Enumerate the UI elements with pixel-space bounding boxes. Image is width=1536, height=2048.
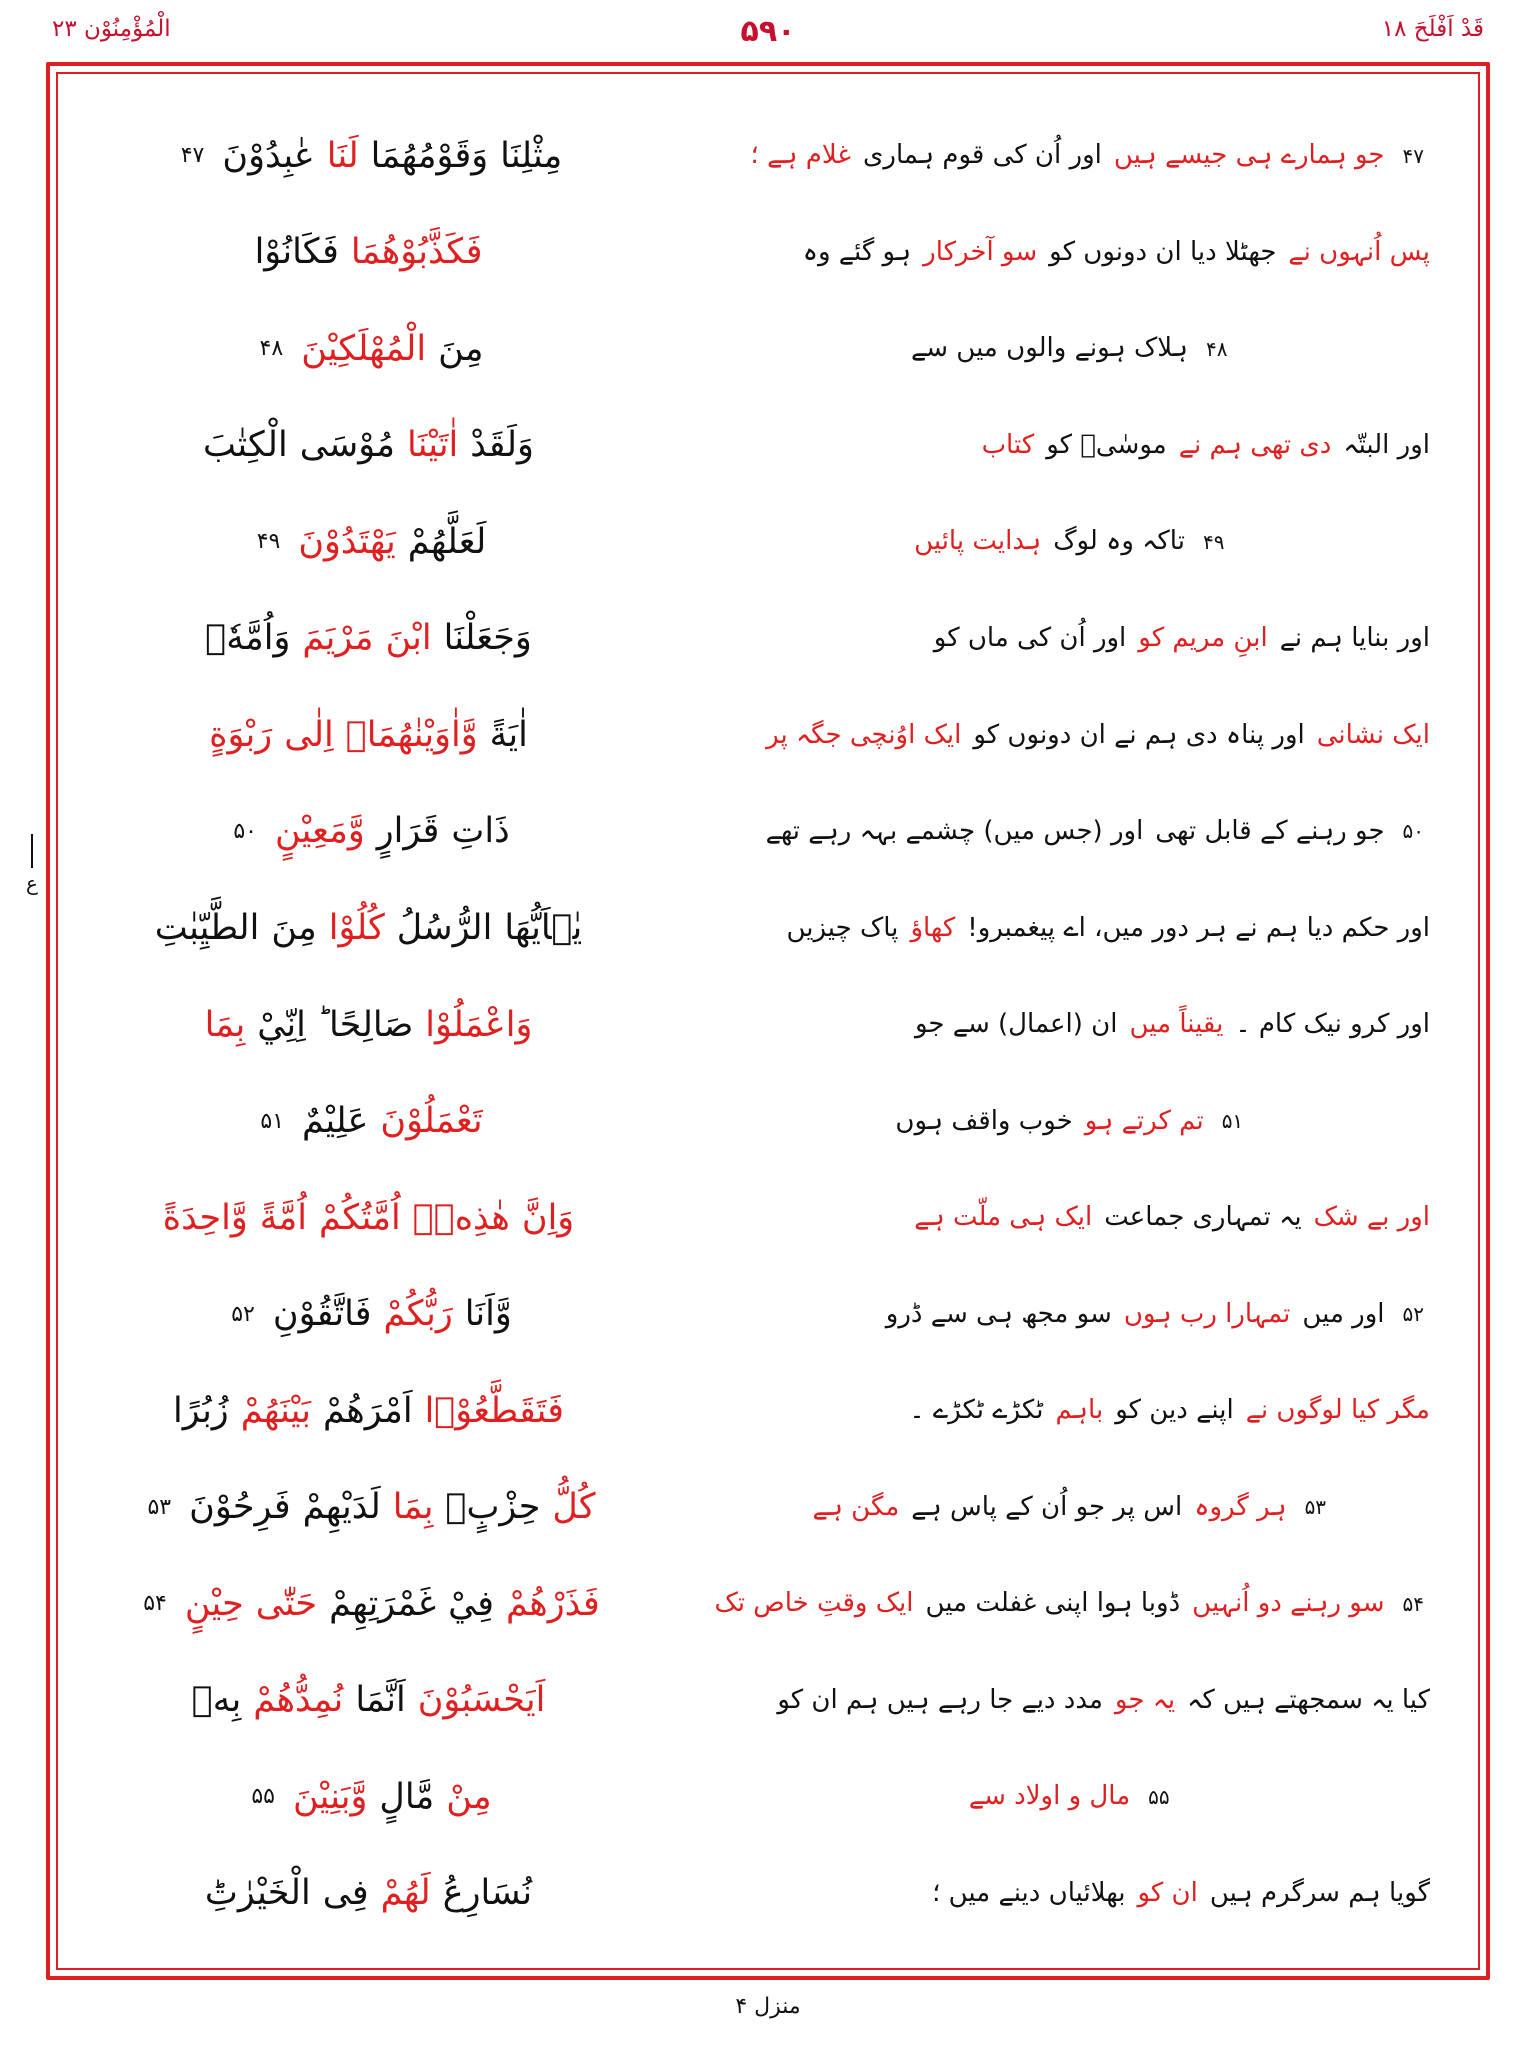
arabic-segment: يٰۤاَيُّهَا: [504, 908, 583, 949]
arabic-segment: اُمَّتُكُمْ: [319, 1197, 401, 1238]
urdu-segment: دی تھی ہم نے: [1178, 429, 1332, 460]
urdu-line: [709, 977, 1437, 1074]
urdu-line: [709, 1073, 1437, 1170]
urdu-segment: ٹکڑے ٹکڑے ۔: [909, 1395, 1044, 1426]
urdu-segment: ہر گروہ: [1194, 1491, 1287, 1522]
urdu-line: [709, 880, 1437, 977]
arabic-segment: حِيْنٍ: [184, 1583, 244, 1624]
ayah-number: ۴۸: [1206, 336, 1228, 361]
ayah-number: ۵۵: [251, 1784, 275, 1810]
arabic-line: [41, 398, 697, 495]
arabic-segment: نُسَارِعُ: [442, 1873, 533, 1914]
ayah-number: ۴۷: [1402, 143, 1424, 168]
arabic-line: [41, 1170, 697, 1267]
arabic-segment: فَتَقَطَّعُوْۤا: [424, 1390, 564, 1431]
ruku-marker-symbol: ع: [26, 871, 38, 895]
urdu-segment: کیا یہ سمجھتے ہیں کہ: [1187, 1684, 1430, 1715]
arabic-segment: وَاُمَّهٗۤ: [205, 618, 291, 659]
arabic-line: [41, 784, 697, 881]
arabic-segment: بِهٖ: [191, 1680, 242, 1721]
urdu-line: [709, 398, 1437, 495]
urdu-segment: تمہارا رب ہوں: [1123, 1298, 1291, 1329]
page-header: [0, 0, 1536, 62]
urdu-segment: اور بے شک: [1313, 1202, 1430, 1233]
urdu-line: [709, 205, 1437, 302]
urdu-segment: سو رہنے دو اُنہیں: [1192, 1588, 1385, 1619]
arabic-segment: وَلَقَدْ: [470, 425, 534, 466]
arabic-segment: لَنَا: [326, 135, 359, 176]
arabic-segment: الطَّيِّبٰتِ: [154, 908, 260, 949]
arabic-segment: وَقَوْمُهُمَا: [370, 135, 489, 176]
urdu-segment: ان کو: [1137, 1877, 1198, 1908]
urdu-segment: اور میں: [1302, 1298, 1385, 1329]
arabic-line: [41, 1749, 697, 1846]
urdu-segment: جو ہمارے ہی جیسے ہیں: [1113, 140, 1385, 171]
urdu-line: [709, 1556, 1437, 1653]
arabic-segment: مُوْسَى: [299, 425, 396, 466]
arabic-segment: فَاتَّقُوْنِ: [272, 1294, 372, 1335]
urdu-segment: بھلائیاں دینے میں ؛: [932, 1877, 1126, 1908]
ayah-number: ۴۷: [180, 143, 205, 169]
urdu-segment: جھٹلا دیا ان دونوں کو: [1049, 236, 1277, 267]
arabic-line: [41, 1846, 697, 1943]
arabic-segment: اَنَّمَا: [355, 1680, 406, 1721]
text-frame-inner: [26, 72, 1480, 1970]
ayah-number: ۵۴: [143, 1591, 167, 1617]
urdu-segment: مدد دیے جا رہے ہیں ہم ان کو: [777, 1684, 1103, 1715]
arabic-segment: لَهُمْ: [380, 1873, 431, 1914]
arabic-line: [41, 1556, 697, 1653]
urdu-segment: اور اُن کی ماں کو: [933, 622, 1127, 653]
arabic-segment: بِمَا: [392, 1487, 434, 1528]
arabic-segment: وَجَعَلْنَا: [443, 618, 532, 659]
ruku-marker-bar: [31, 834, 33, 868]
urdu-segment: اور (جس میں) چشمے بہہ رہے تھے: [765, 816, 1144, 847]
arabic-segment: الْخَيْرٰتِؕ: [204, 1873, 311, 1914]
arabic-line: [41, 977, 697, 1074]
urdu-segment: یقیناً میں: [1129, 1009, 1224, 1040]
manzil-label: منزل ۴: [735, 1994, 801, 2019]
urdu-segment: تاکہ وہ لوگ: [1053, 526, 1185, 557]
arabic-segment: ابْنَ: [385, 618, 432, 659]
arabic-segment: اَمْرَهُمْ: [323, 1390, 413, 1431]
urdu-segment: اور اُن کی قوم ہماری: [863, 140, 1102, 171]
arabic-line: [41, 1653, 697, 1750]
arabic-segment: وَّاٰوَيْنٰهُمَاۤ: [345, 714, 478, 755]
arabic-line: [41, 301, 697, 398]
urdu-line: [709, 1653, 1437, 1750]
arabic-segment: فَكَذَّبُوْهُمَا: [350, 232, 483, 273]
arabic-line: [41, 687, 697, 784]
urdu-translation-column: [703, 108, 1453, 1942]
urdu-segment: ابنِ مریم کو: [1138, 622, 1268, 653]
urdu-segment: ہدایت پائیں: [914, 526, 1042, 557]
urdu-segment: مال و اولاد سے: [968, 1781, 1131, 1812]
urdu-segment: مگن ہے: [812, 1491, 900, 1522]
urdu-segment: جو رہنے کے قابل تھی: [1155, 816, 1385, 847]
urdu-segment: اور البتّہ: [1343, 429, 1430, 460]
ayah-number: ۵۰: [1402, 819, 1424, 844]
urdu-segment: مگر کیا لوگوں نے: [1245, 1395, 1430, 1426]
arabic-segment: ؕ اِنِّيْ: [257, 1004, 317, 1045]
urdu-line: [709, 1459, 1437, 1556]
arabic-segment: غَمْرَتِهِمْ: [329, 1583, 437, 1624]
arabic-segment: يَهْتَدُوْنَ: [298, 521, 396, 562]
arabic-segment: رَبْوَةٍ: [209, 714, 273, 755]
arabic-segment: فَذَرْهُمْ: [506, 1583, 600, 1624]
arabic-segment: وَّاحِدَةً: [162, 1197, 248, 1238]
urdu-segment: موسٰیؑ کو: [1046, 429, 1167, 460]
urdu-segment: پس اُنہوں نے: [1288, 236, 1430, 267]
arabic-segment: وَاِنَّ: [521, 1197, 575, 1238]
urdu-segment: یہ تمہاری جماعت: [1104, 1202, 1302, 1233]
arabic-segment: ذَاتِ: [451, 811, 510, 852]
arabic-segment: مِنَ: [271, 908, 317, 949]
arabic-segment: اِلٰى: [284, 714, 334, 755]
urdu-segment: ایک نشانی: [1316, 719, 1430, 750]
ayah-number: ۵۱: [1221, 1109, 1244, 1134]
urdu-segment: اور پناہ دی ہم نے ان دونوں کو: [973, 719, 1305, 750]
urdu-line: [709, 591, 1437, 688]
ayah-number: ۵۳: [1304, 1495, 1327, 1520]
urdu-segment: کتاب: [981, 429, 1035, 460]
urdu-line: [709, 1749, 1437, 1846]
urdu-segment: ایک اوُنچی جگہ پر: [766, 719, 962, 750]
arabic-segment: زُبُرًا: [173, 1390, 229, 1431]
urdu-line: [709, 1363, 1437, 1460]
urdu-segment: اور بنایا ہم نے: [1279, 622, 1430, 653]
arabic-segment: وَّمَعِيْنٍ: [274, 811, 365, 852]
arabic-segment: كُلُوْا: [328, 908, 385, 949]
arabic-segment: مَرْيَمَ: [302, 618, 374, 659]
urdu-segment: خوب واقف ہوں: [895, 1105, 1073, 1136]
arabic-segment: اُمَّةً: [259, 1197, 308, 1238]
urdu-segment: ہو گئے وہ: [802, 236, 912, 267]
arabic-line: [41, 880, 697, 977]
page-footer: [0, 1992, 1536, 2048]
arabic-segment: وَّاَنَا: [464, 1294, 512, 1335]
surah-name-label: الْمُؤْمِنُوْن ٢٣: [52, 16, 171, 42]
urdu-line: [709, 1846, 1437, 1943]
arabic-segment: قَرَارٍ: [376, 811, 440, 852]
juz-name-label: قَدْ اَفْلَحَ ١٨: [1381, 16, 1484, 42]
urdu-line: [709, 108, 1437, 205]
arabic-line: [41, 494, 697, 591]
arabic-segment: اٰتَيْنَا: [407, 425, 459, 466]
arabic-segment: فِى: [322, 1873, 369, 1914]
urdu-segment: اور حکم دیا ہم نے ہر دور میں، اے پیغمبرو!: [967, 912, 1430, 943]
ayah-number: ۵۳: [147, 1494, 172, 1520]
urdu-segment: باہم: [1055, 1395, 1104, 1426]
arabic-segment: بِمَا: [204, 1004, 246, 1045]
arabic-segment: الرُّسُلُ: [396, 908, 493, 949]
arabic-line: [41, 1266, 697, 1363]
arabic-line: [41, 1363, 697, 1460]
arabic-segment: لَعَلَّهُمْ: [407, 521, 487, 562]
arabic-segment: عَلِيْمٌ: [302, 1101, 369, 1142]
urdu-segment: اس پر جو اُن کے پاس ہے: [911, 1491, 1183, 1522]
arabic-line: [41, 1459, 697, 1556]
arabic-segment: الْمُهْلَكِيْنَ: [301, 328, 427, 369]
arabic-segment: مِنَ: [438, 328, 484, 369]
urdu-segment: تم کرتے ہو: [1084, 1105, 1204, 1136]
arabic-line: [41, 205, 697, 302]
arabic-segment: هٰذِهٖۤ: [412, 1197, 510, 1238]
ayah-number: ۵۴: [1402, 1591, 1424, 1616]
ayah-number: ۵۵: [1148, 1784, 1170, 1809]
arabic-segment: تَعْمَلُوْنَ: [380, 1101, 483, 1142]
arabic-segment: كُلُّ: [552, 1487, 596, 1528]
ayah-number: ۵۱: [260, 1108, 285, 1134]
urdu-line: [709, 1266, 1437, 1363]
arabic-segment: فِيْ: [448, 1583, 495, 1624]
arabic-segment: فَكَانُوْا: [254, 232, 339, 273]
arabic-segment: فَرِحُوْنَ: [189, 1487, 291, 1528]
arabic-text-column: [19, 108, 703, 1942]
ayah-number: ۴۸: [259, 336, 284, 362]
arabic-segment: اٰيَةً: [489, 714, 528, 755]
ayah-number: ۵۲: [231, 1301, 255, 1327]
urdu-segment: ان (اعمال) سے جو: [914, 1009, 1118, 1040]
urdu-line: [709, 784, 1437, 881]
arabic-segment: وَّبَنِيْنَ: [293, 1776, 368, 1817]
urdu-line: [709, 1170, 1437, 1267]
urdu-segment: اور کرو نیک کام ۔: [1235, 1009, 1430, 1040]
urdu-segment: اپنے دین کو: [1115, 1395, 1234, 1426]
urdu-segment: گویا ہم سرگرم ہیں: [1209, 1877, 1430, 1908]
urdu-segment: کھاؤ: [910, 912, 956, 943]
urdu-line: [709, 687, 1437, 784]
arabic-segment: اَيَحْسَبُوْنَ: [417, 1680, 546, 1721]
text-frame: [26, 62, 1490, 1980]
urdu-segment: ایک وقتِ خاص تک: [714, 1588, 914, 1619]
page-number: ۵۹۰: [740, 13, 796, 49]
ayah-number: ۵۰: [233, 818, 257, 844]
arabic-line: [41, 1073, 697, 1170]
arabic-line: [41, 591, 697, 688]
arabic-segment: حِزْبٍۭ: [445, 1487, 541, 1528]
ruku-marker: [18, 834, 46, 894]
arabic-segment: لَدَيْهِمْ: [302, 1487, 381, 1528]
ayah-number: ۴۹: [1202, 529, 1225, 554]
arabic-segment: صَالِحًا: [328, 1004, 414, 1045]
urdu-segment: غلام ہے ؛: [750, 140, 852, 171]
arabic-segment: رَبُّكُمْ: [383, 1294, 453, 1335]
urdu-segment: ہلاک ہونے والوں میں سے: [911, 333, 1189, 364]
urdu-segment: ایک ہی ملّت ہے: [914, 1202, 1093, 1233]
arabic-segment: نُمِدُّهُمْ: [253, 1680, 344, 1721]
urdu-segment: یہ جو: [1114, 1684, 1176, 1715]
arabic-segment: مِثْلِنَا: [500, 135, 563, 176]
ayah-number: ۴۹: [256, 529, 281, 555]
arabic-segment: بَيْنَهُمْ: [240, 1390, 312, 1431]
arabic-segment: وَاعْمَلُوْا: [425, 1004, 533, 1045]
arabic-segment: مِنْ: [446, 1776, 492, 1817]
ayah-number: ۵۲: [1402, 1302, 1424, 1327]
urdu-line: [709, 494, 1437, 591]
arabic-segment: مَّالٍ: [379, 1776, 435, 1817]
urdu-segment: پاک چیزیں: [786, 912, 899, 943]
urdu-segment: ڈوبا ہوا اپنی غفلت میں: [925, 1588, 1181, 1619]
arabic-line: [41, 108, 697, 205]
urdu-line: [709, 301, 1437, 398]
urdu-segment: سو آخرکار: [923, 236, 1038, 267]
arabic-segment: الْكِتٰبَ: [203, 425, 288, 466]
urdu-segment: سو مجھ ہی سے ڈرو: [885, 1298, 1112, 1329]
arabic-segment: عٰبِدُوْنَ: [222, 135, 315, 176]
arabic-segment: حَتّٰى: [255, 1583, 318, 1624]
